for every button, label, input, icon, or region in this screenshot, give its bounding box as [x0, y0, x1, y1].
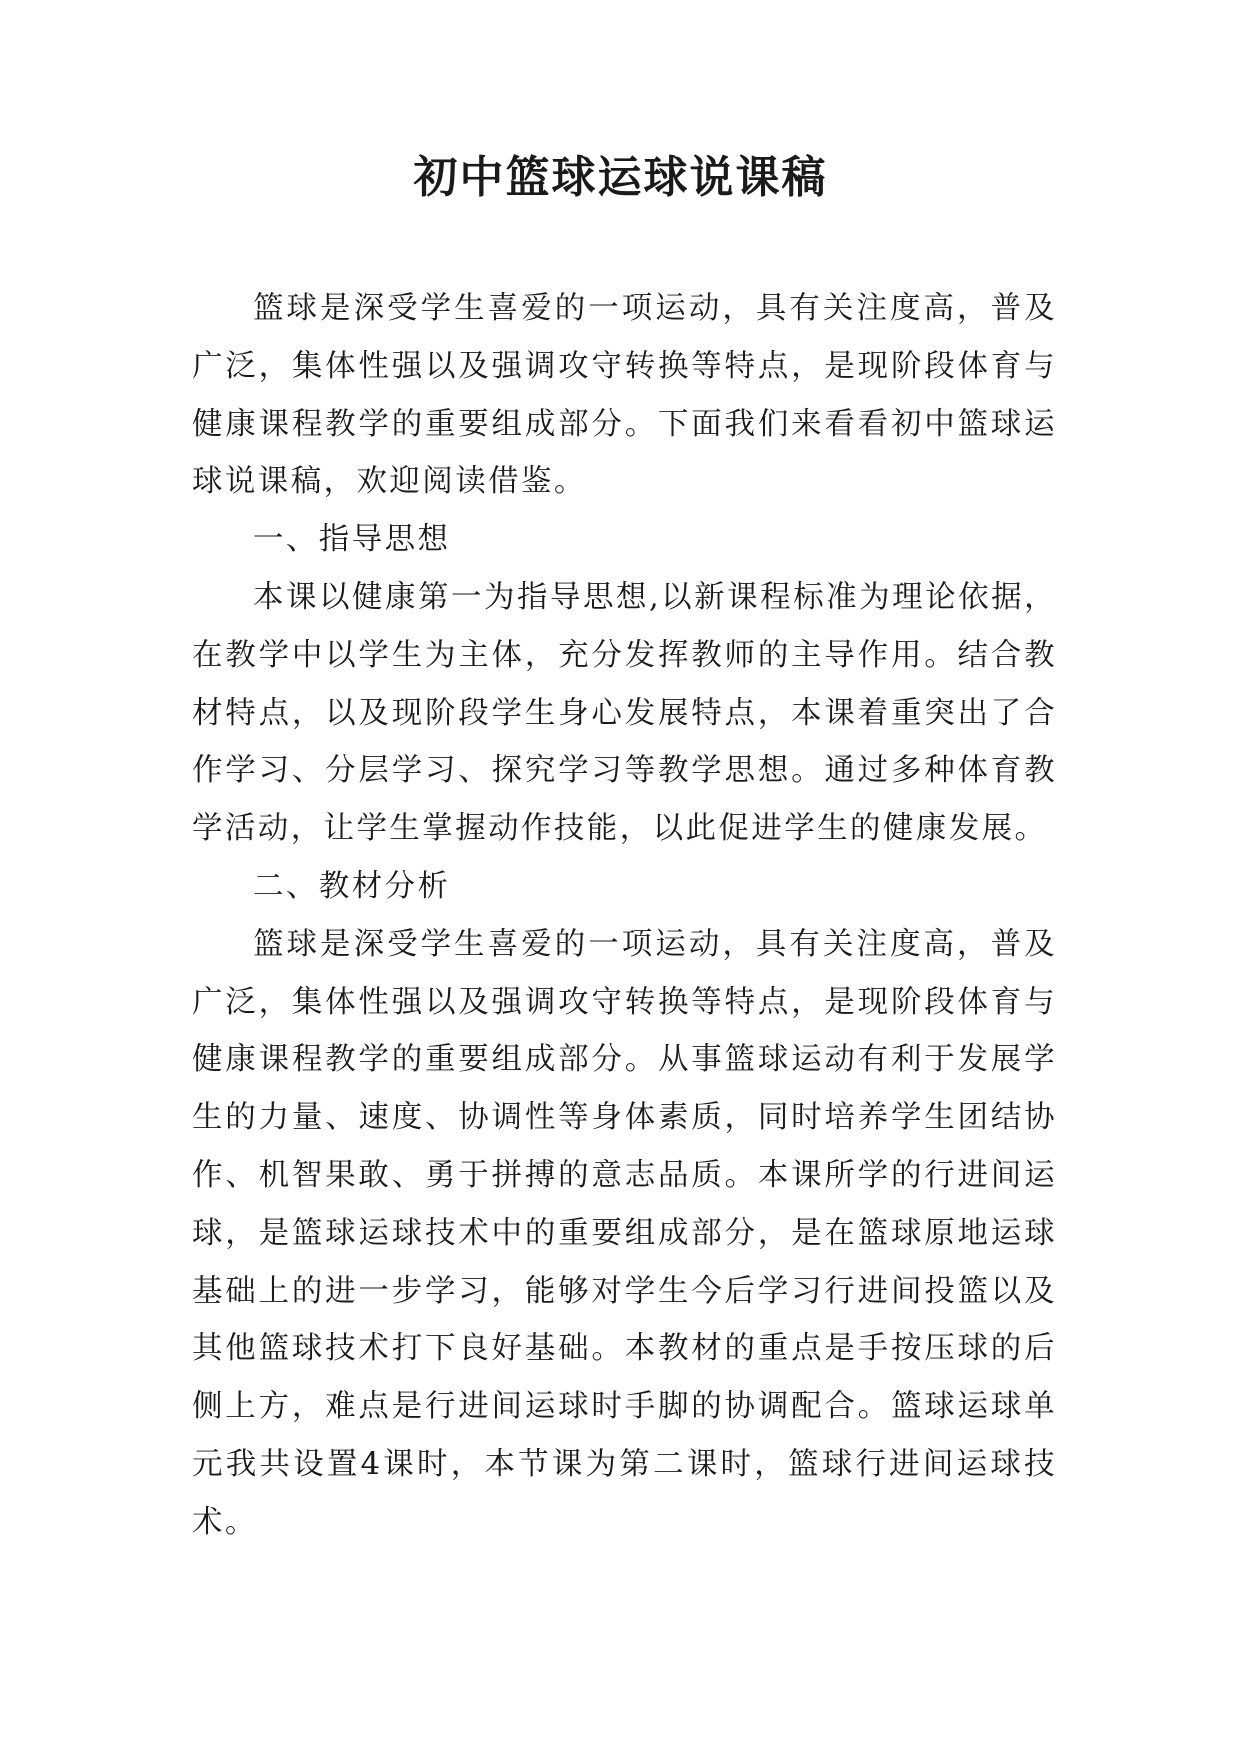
section-body-guiding-thought: 本课以健康第一为指导思想,以新课程标准为理论依据，在教学中以学生为主体，充分发挥教师的主导作用。结合教材特点，以及现阶段学生身心发展特点，本课着重突出了合作学习、分层学习、探究学习等教学思想。通过多种体育教学活动，让学生掌握动作技能，以此促进学生的健康发展。	[192, 579, 1057, 847]
document-body	[192, 280, 1057, 1552]
section-heading-material-analysis: 二、教材分析	[253, 868, 451, 904]
document-title: 初中篮球运球说课稿	[413, 152, 828, 203]
section-body-material-analysis: 篮球是深受学生喜爱的一项运动，具有关注度高，普及广泛，集体性强以及强调攻守转换等特点，是现阶段体育与健康课程教学的重要组成部分。从事篮球运动有利于发展学生的力量、速度、协调性等身体素质，同时培养学生团结协作、机智果敢、勇于拼搏的意志品质。本课所学的行进间运球，是篮球运球技术中的重要组成部分，是在篮球原地运球基础上的进一步学习，能够对学生今后学习行进间投篮以及其他篮球技术打下良好基础。本教材的重点是手按压球的后侧上方，难点是行进间运球时手脚的协调配合。篮球运球单元我共设置4课时，本节课为第二课时，篮球行进间运球技术。	[192, 926, 1057, 1540]
section-heading-guiding-thought: 一、指导思想	[253, 522, 451, 558]
intro-paragraph: 篮球是深受学生喜爱的一项运动，具有关注度高，普及广泛，集体性强以及强调攻守转换等特点，是现阶段体育与健康课程教学的重要组成部分。下面我们来看看初中篮球运球说课稿，欢迎阅读借鉴。	[192, 291, 1057, 500]
